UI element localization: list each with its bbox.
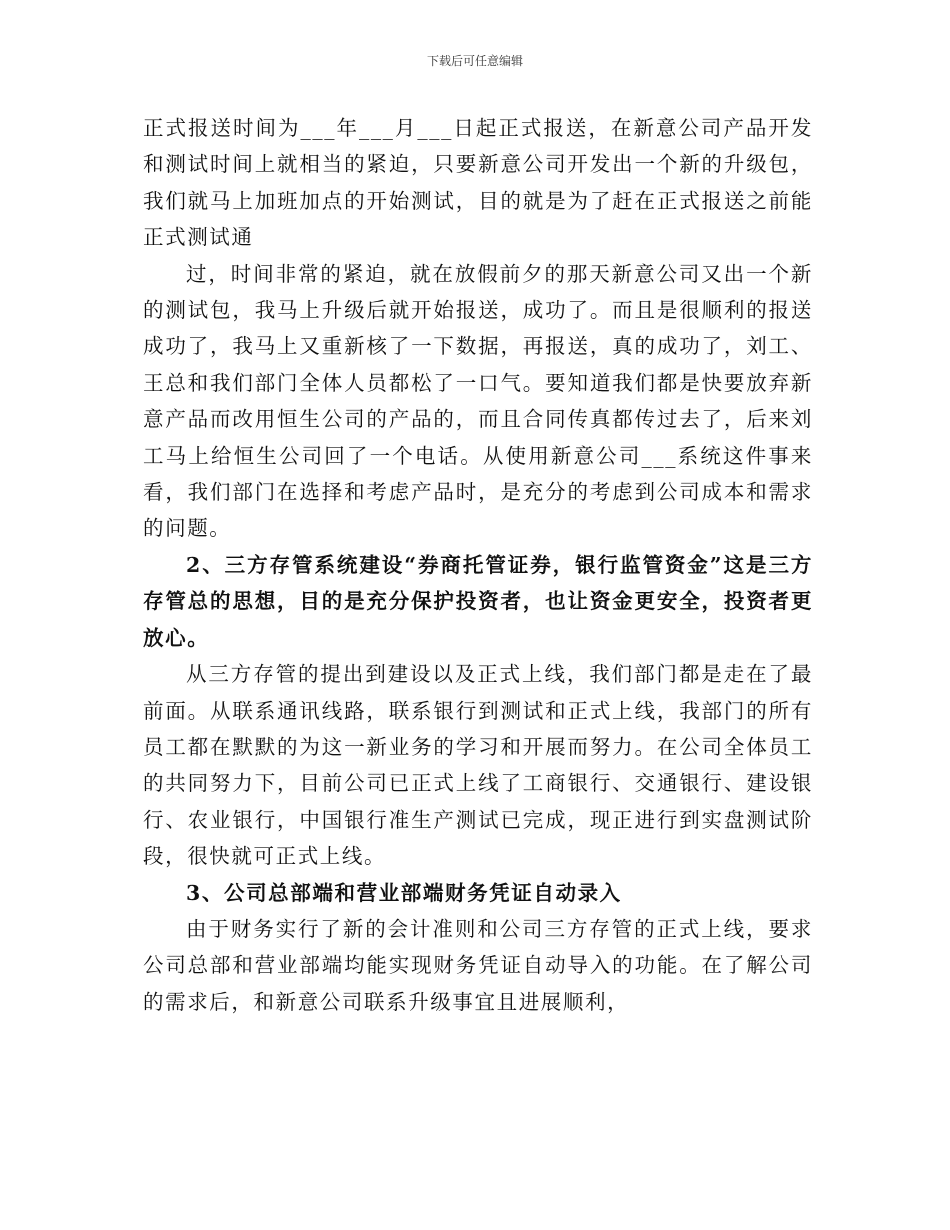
paragraph-report-schedule: 正式报送时间为___年___月___日起正式报送，在新意公司产品开发和测试时间上就相当的紧迫，只要新意公司开发出一个新的升级包，我们就马上加班加点的开始测试，目的就是为了赶在正式报送之前能正式测试通 — [143, 116, 813, 250]
paragraph-third-party-custody: 从三方存管的提出到建设以及正式上线，我们部门都是走在了最前面。从联系通讯线路，联系银行到测试和正式上线，我部门的所有员工都在默默的为这一新业务的学习和开展而努力。在公司全体员工的共同努力下，目前公司已正式上线了工商银行、交通银行、建设银行、农业银行，中国银行准生产测试已完成，现正进行到实盘测试阶段，很快就可正式上线。 — [143, 662, 813, 869]
page-header: 下载后可任意编辑 — [426, 54, 523, 68]
document-body — [143, 110, 813, 1020]
section-heading-finance-voucher: 3、公司总部端和营业部端财务凭证自动录入 — [186, 880, 622, 905]
paragraph-report-success: 过，时间非常的紧迫，就在放假前夕的那天新意公司又出一个新的测试包，我马上升级后就开始报送，成功了。而且是很顺利的报送成功了，我马上又重新核了一下数据，再报送，真的成功了，刘工、王总和我们部门全体人员都松了一口气。要知道我们都是快要放弃新意产品而改用恒生公司的产品的，而且合同传真都传过去了，后来刘工马上给恒生公司回了一个电话。从使用新意公司___系统这件事来看，我们部门在选择和考虑产品时，是充分的考虑到公司成本和需求的问题。 — [143, 261, 813, 541]
section-heading-third-party-custody: 2、三方存管系统建设“券商托管证券，银行监管资金”这是三方存管总的思想，目的是充分保护投资者，也让资金更安全，投资者更放心。 — [143, 552, 813, 650]
paragraph-finance-voucher: 由于财务实行了新的会计准则和公司三方存管的正式上线，要求公司总部和营业部端均能实现财务凭证自动导入的功能。在了解公司的需求后，和新意公司联系升级事宜且进展顺利， — [143, 916, 813, 1014]
